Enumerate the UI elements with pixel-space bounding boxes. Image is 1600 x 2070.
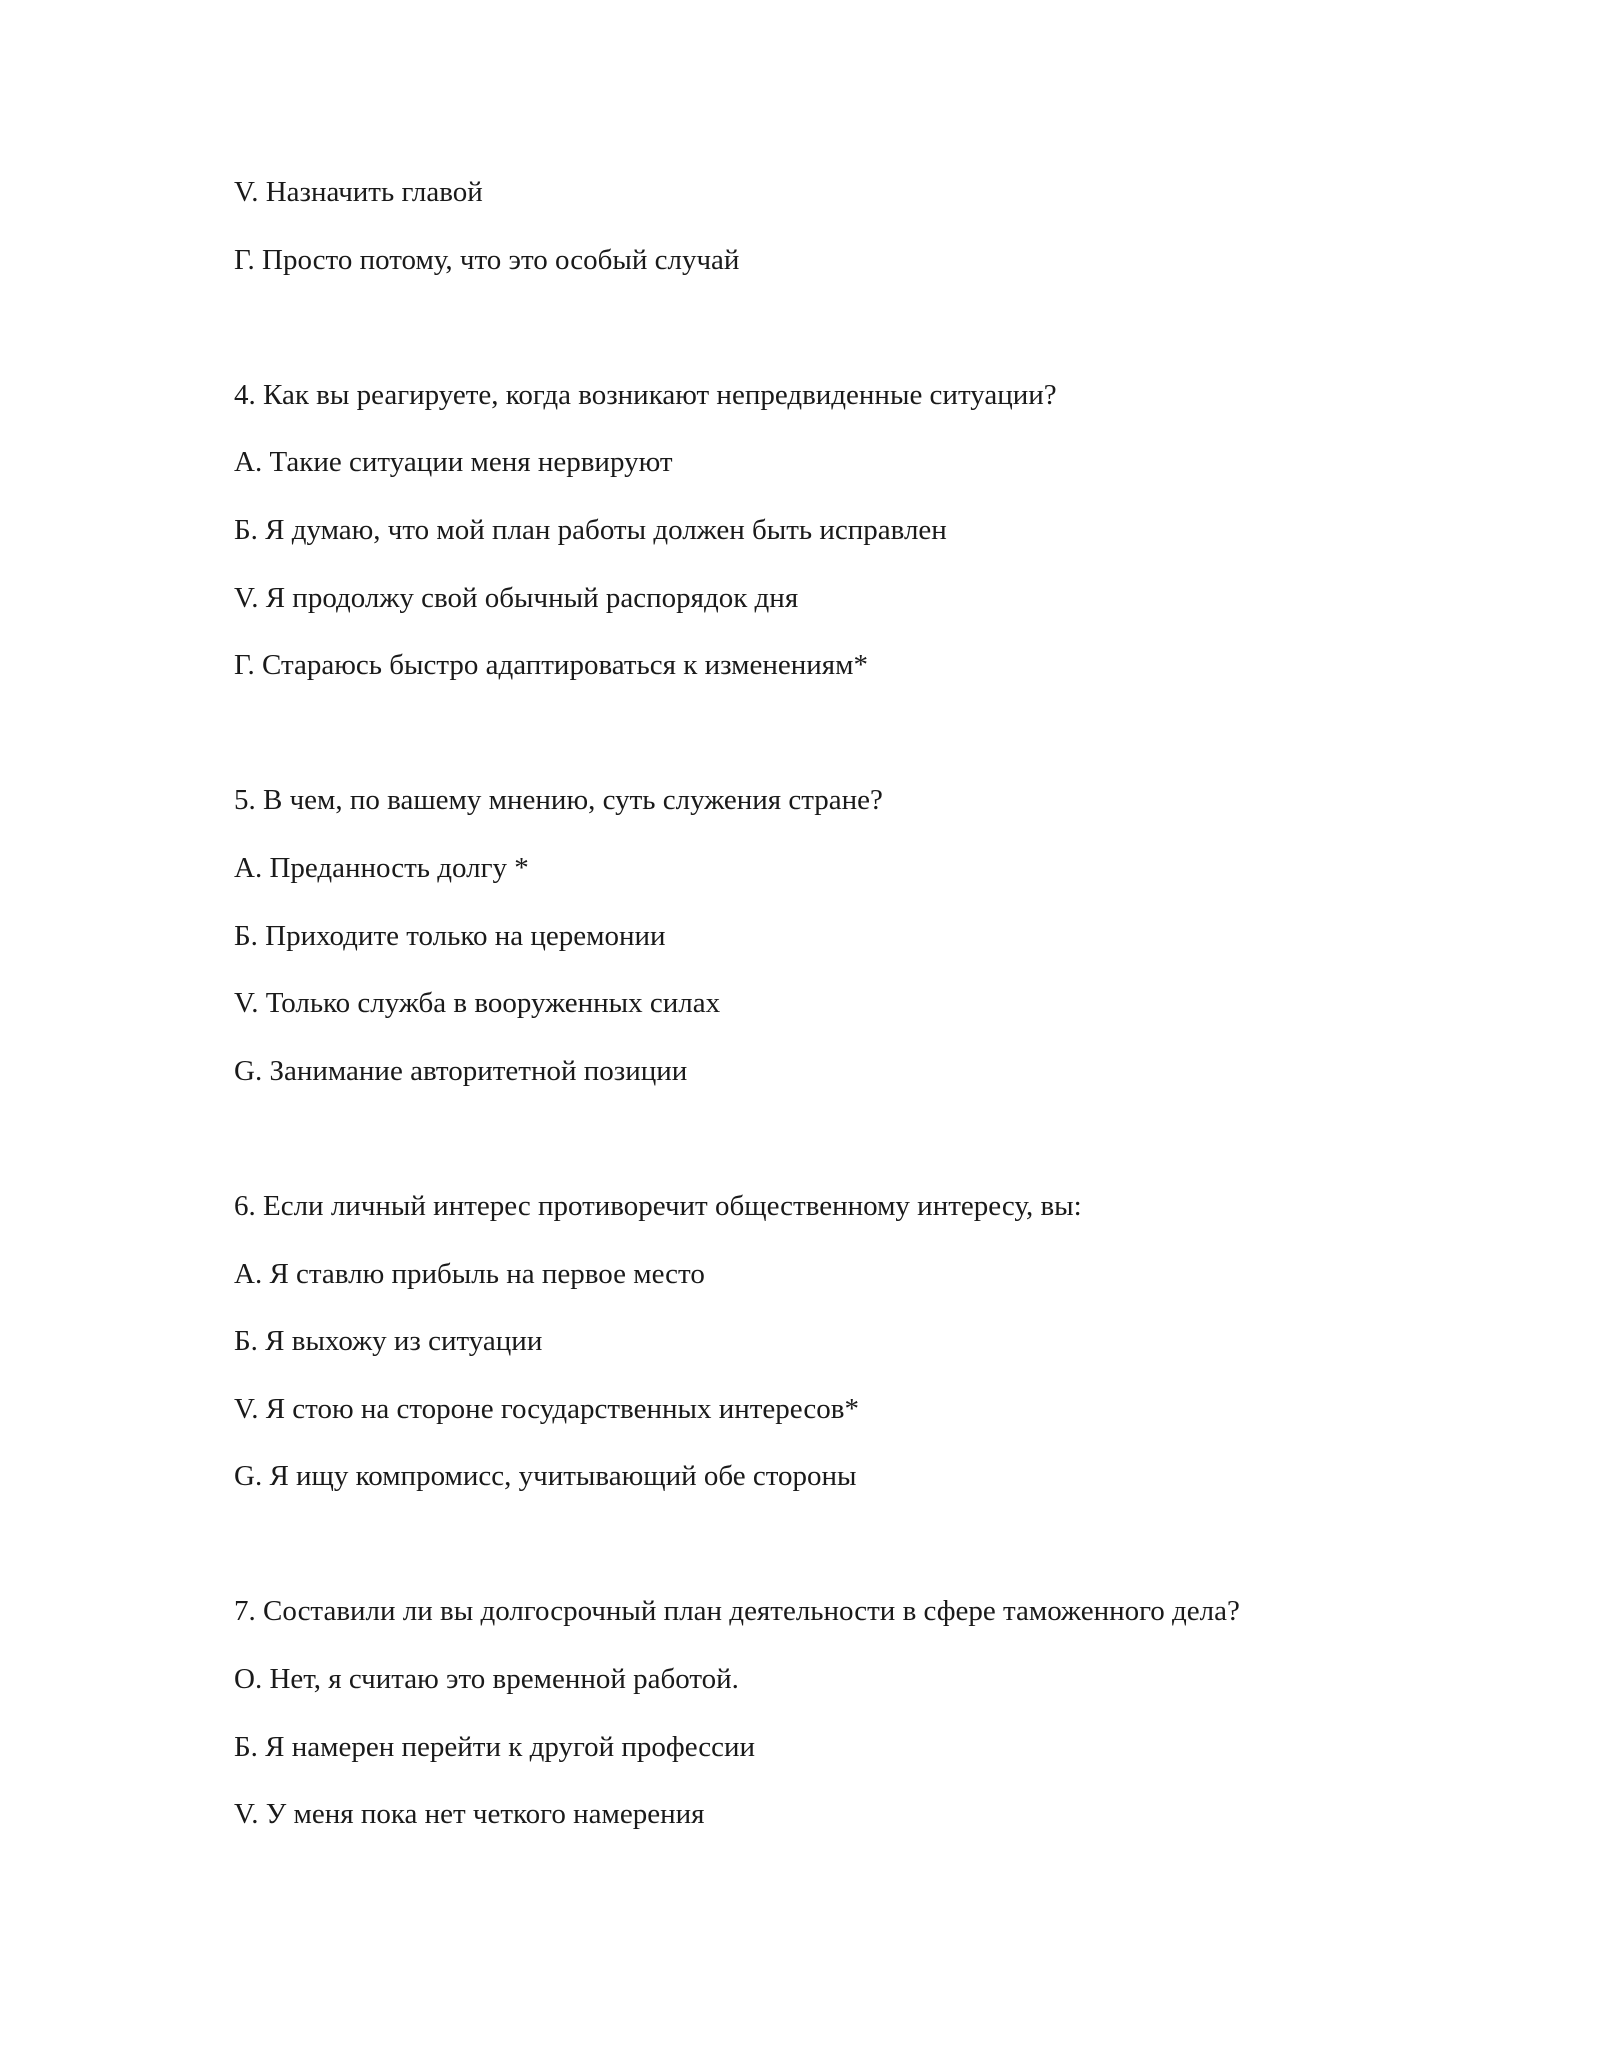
spacer [234,313,1434,381]
option-text: Б. Я выхожу из ситуации [234,1325,543,1358]
option-text: А. Такие ситуации меня нервируют [234,446,673,479]
option-text: Б. Я думаю, что мой план работы должен быть исправлен [234,513,947,546]
option-text: А. Преданность долгу * [234,851,529,884]
option-text: Б. Я намерен перейти к другой профессии [234,1730,756,1763]
question-text: 5. В чем, по вашему мнению, суть служения стране? [234,784,883,817]
spacer [234,719,1434,787]
option-text: О. Нет, я считаю это временной работой. [234,1663,739,1696]
option-text: V. Я продолжу свой обычный распорядок дня [234,581,799,614]
option-text: Б. Приходите только на церемонии [234,919,666,952]
question-text: 4. Как вы реагируете, когда возникают непредвиденные ситуации? [234,378,1057,411]
question-text: 6. Если личный интерес противоречит общественному интересу, вы: [234,1189,1082,1222]
option-text: G. Я ищу компромисс, учитывающий обе стороны [234,1460,857,1493]
option-text: А. Я ставлю прибыль на первое место [234,1257,705,1290]
document-page [234,178,1434,1868]
option-text: V. Назначить главой [234,176,483,208]
option-text: V. Только служба в вооруженных силах [234,987,721,1020]
option-text: V. Я стою на стороне государственных интересов* [234,1392,859,1425]
option-text: V. У меня пока нет четкого намерения [234,1798,705,1831]
option-text: Г. Стараюсь быстро адаптироваться к изменениям* [234,649,868,682]
option-text: Г. Просто потому, что это особый случай [234,243,740,276]
option-text: G. Занимание авторитетной позиции [234,1054,688,1087]
spacer [234,1530,1434,1598]
spacer [234,1124,1434,1192]
question-text: 7. Составили ли вы долгосрочный план деятельности в сфере таможенного дела? [234,1595,1240,1628]
